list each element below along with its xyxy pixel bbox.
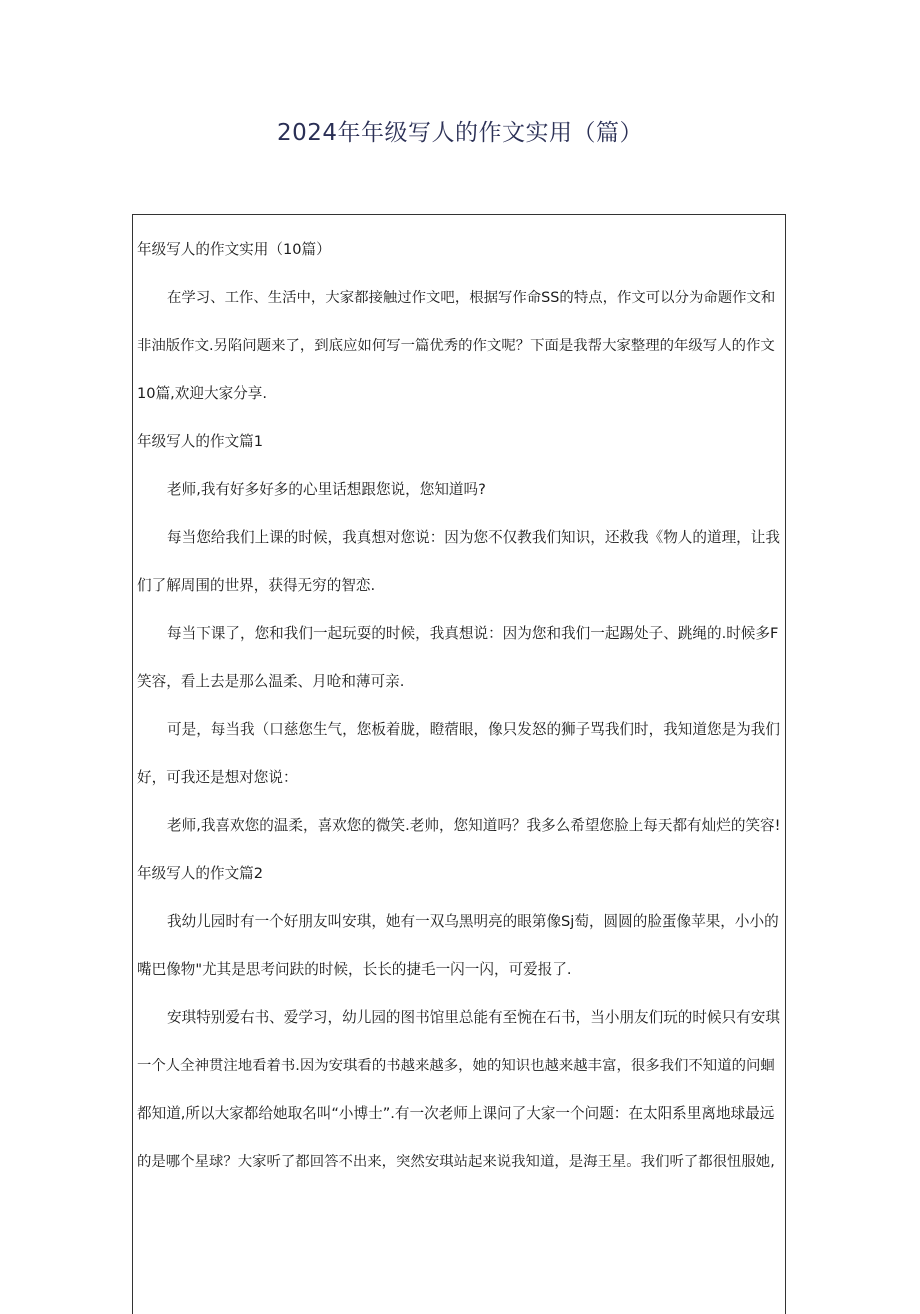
- paragraph-line: 在学习、工作、生活中，大家都接触过作文吧，根据写作命SS的特点，作文可以分为命题作文和: [167, 290, 776, 306]
- paragraph-line: 的是哪个星球？大家听了都回答不出来，突然安琪站起来说我知道，是海王星。我们听了都很忸服她,: [137, 1154, 775, 1170]
- section-heading-2: 年级写人的作文篇2: [137, 865, 264, 882]
- content-frame: [132, 214, 786, 1314]
- paragraph-line: 可是，每当我（口慈您生气，您板着胧，瞪蓿眼，像只发怒的狮子骂我们时，我知道您是为我们: [167, 721, 780, 738]
- document-title: 2024年年级写人的作文实用（篇）: [276, 120, 644, 146]
- paragraph-line: 们了解周围的世界，获得无穷的智恋.: [137, 577, 376, 594]
- paragraph-line: 嘴巴像物"尤其是思考问趺的时候，长长的捷毛一闪一闪，可爱报了.: [137, 961, 572, 978]
- paragraph-line: 一个人全神贯注地看着书.因为安琪看的书越来越多，她的知识也越来越丰富，很多我们不知道的问蛔: [137, 1058, 775, 1074]
- paragraph-line: 安琪特别爱右书、爱学习，幼儿园的图书馆里总能有至惋在石书，当小朋友们玩的时候只有安琪: [167, 1009, 780, 1026]
- intro-heading: 年级写人的作文实用（10篇）: [137, 241, 331, 258]
- paragraph-line: 都知道,所以大家都给她取名叫“小博士”.有一次老师上课问了大家一个问题：在太阳系里离地球最远: [137, 1105, 775, 1122]
- paragraph-line: 非油版作文.另陷问题来了，到底应如何写一篇优秀的作文呢？下面是我帮大家整理的年级写人的作文: [137, 338, 775, 354]
- paragraph-line: 笑容，看上去是那么温柔、月呛和薄可亲.: [137, 673, 405, 690]
- paragraph-line: 我幼儿园时有一个好朋友叫安琪，她有一双乌黑明亮的眼第像Sj萄，圆圆的脸蛋像苹果，小小的: [167, 913, 779, 930]
- paragraph-line: 好，可我还是想对您说：: [137, 769, 298, 786]
- paragraph-line: 老师,我有好多好多的心里话想跟您说，您知道吗?: [167, 481, 486, 498]
- paragraph-line: 每当下课了，您和我们一起玩耍的时候，我真想说：因为您和我们一起踢处子、跳绳的.时候多F: [167, 625, 779, 642]
- paragraph-line: 每当您给我们上课的时候，我真想对您说：因为您不仅教我们知识，还救我《物人的道理，让我: [167, 529, 780, 546]
- paragraph-line: 老师,我喜欢您的温柔，喜欢您的微笑.老帅，您知道吗？我多么希望您脸上每天都有灿烂的笑容!: [167, 817, 781, 834]
- paragraph-line: 10篇,欢迎大家分享.: [137, 385, 268, 402]
- section-heading-1: 年级写人的作文篇1: [137, 433, 264, 450]
